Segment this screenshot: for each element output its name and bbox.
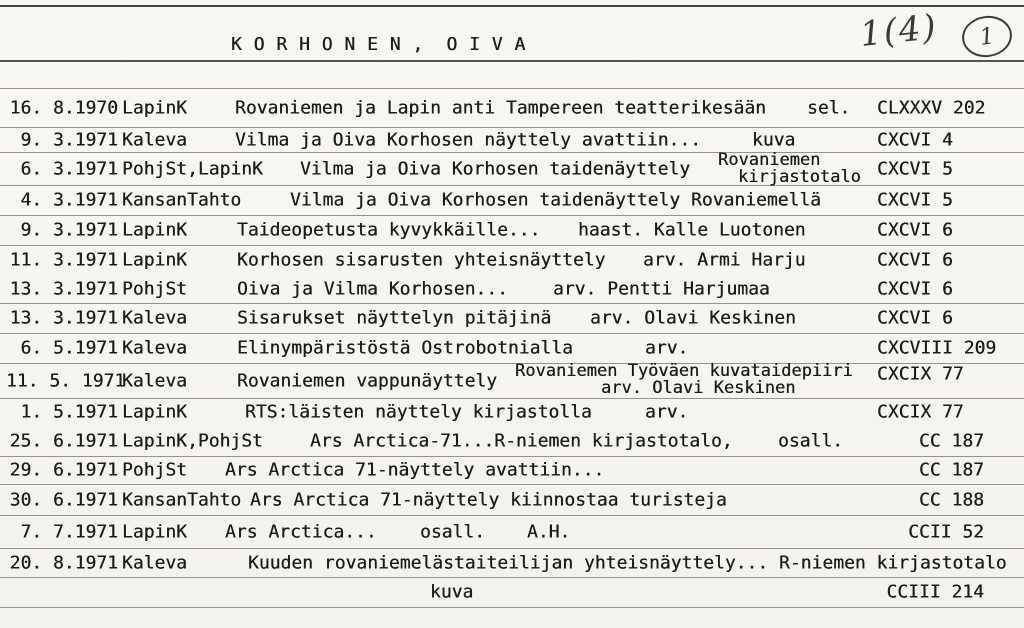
entry-title: Ars Arctica...: [225, 521, 377, 542]
entry-source: LapinK: [122, 521, 188, 542]
entry-annotation: osall.: [778, 430, 844, 451]
entry-date: 9. 3.1971: [20, 129, 118, 150]
table-row: [0, 548, 1024, 578]
table-row: [0, 303, 1024, 334]
table-row: [0, 127, 1024, 153]
header-spacer: [0, 62, 1024, 89]
table-row: [0, 398, 1024, 425]
entry-date: 16. 8.1970: [9, 97, 118, 118]
entry-title: Ars Arctica 71-näyttely avattiin...: [225, 459, 605, 481]
entry-reference: CC 187: [918, 430, 984, 451]
continuation-row: [0, 577, 1024, 608]
entry-title: Taideopetusta kyvykkäille...: [237, 219, 541, 241]
entry-reference: CCIII 214: [886, 581, 984, 603]
entry-date: 6. 5.1971: [20, 337, 118, 359]
entry-source: LapinK,PohjSt: [122, 430, 263, 451]
entry-source: LapinK: [122, 97, 188, 118]
entry-source: PohjSt,LapinK: [122, 158, 263, 179]
entry-title: Vilma ja Oiva Korhosen taidenäyttely Rovaniemellä: [290, 189, 822, 211]
entry-annotation: kuva: [430, 581, 474, 603]
entry-source: Kaleva: [122, 337, 188, 359]
entry-note: Rovaniemen kirjastotalo: [718, 150, 861, 187]
entry-annotation: arv. Olavi Keskinen: [590, 307, 796, 329]
entry-source: LapinK: [122, 249, 188, 270]
entry-source: Kaleva: [122, 370, 188, 391]
entry-date: 1. 5.1971: [20, 401, 118, 422]
document-header: [0, 5, 1024, 62]
entry-source: PohjSt: [122, 459, 188, 481]
entry-date: 11. 3.1971: [9, 249, 118, 270]
entry-annotation: arv. Armi Harju: [643, 249, 806, 270]
table-row: [0, 274, 1024, 304]
entry-source: LapinK: [122, 219, 188, 241]
handwritten-circled-number: 1: [959, 13, 1014, 61]
entry-title: Kuuden rovaniemelästaiteilijan yhteisnäyttely... R-niemen kirjastotalo: [248, 552, 1007, 573]
entry-reference: CC 188: [918, 489, 984, 510]
entry-reference: CXCVI 6: [877, 307, 953, 329]
entry-reference: CCII 52: [908, 521, 984, 542]
entry-reference: CXCVI 5: [877, 189, 953, 211]
table-row: [0, 88, 1024, 128]
entry-date: 13. 3.1971: [9, 307, 118, 329]
table-row: [0, 363, 1024, 399]
entry-reference: CXCVI 6: [877, 249, 953, 270]
entry-title: RTS:läisten näyttely kirjastolla: [245, 401, 592, 422]
entry-title: Sisarukset näyttelyn pitäjinä: [237, 307, 552, 329]
table-row: [0, 456, 1024, 485]
entry-reference: CXCVIII 209: [877, 337, 997, 359]
entry-reference: CXCIX 77: [877, 401, 964, 422]
entry-reference: CLXXXV 202: [877, 97, 986, 118]
entry-source: Kaleva: [122, 307, 188, 329]
entry-annotation-2: A.H.: [527, 521, 571, 542]
entry-reference: CC 187: [918, 459, 984, 481]
entry-title: Rovaniemen vappunäyttely: [237, 370, 498, 391]
entry-date: 25. 6.1971: [9, 430, 118, 451]
table-row: [0, 333, 1024, 364]
entry-reference: CXCIX 77: [877, 363, 964, 385]
entry-title: Korhosen sisarusten yhteisnäyttely: [237, 249, 606, 270]
entry-annotation: arv. Pentti Harjumaa: [553, 278, 770, 299]
entry-reference: CXCVI 6: [877, 278, 953, 299]
entry-date: 4. 3.1971: [20, 189, 118, 211]
entry-source: LapinK: [122, 401, 188, 422]
entry-date: 6. 3.1971: [20, 158, 118, 179]
table-row: [0, 515, 1024, 549]
entry-title: Vilma ja Oiva Korhosen näyttely avattiin...: [235, 129, 701, 150]
entry-date: 30. 6.1971: [9, 489, 118, 510]
entry-annotation: arv.: [645, 337, 689, 359]
entry-title: Ars Arctica-71...R-niemen kirjastotalo,: [310, 430, 733, 451]
entry-annotation: kuva: [752, 129, 796, 150]
entry-reference: CXCVI 4: [877, 129, 953, 150]
entry-date: 11. 5. 1971: [6, 370, 126, 391]
table-row: [0, 152, 1024, 186]
entry-title: Vilma ja Oiva Korhosen taidenäyttely: [300, 158, 691, 179]
entry-source: KansanTahto: [122, 189, 242, 211]
entry-source: PohjSt: [122, 278, 188, 299]
entry-annotation: haast. Kalle Luotonen: [578, 219, 806, 241]
entry-title: Ars Arctica 71-näyttely kiinnostaa turisteja: [250, 489, 727, 510]
entry-date: 9. 3.1971: [20, 219, 118, 241]
table-row: [0, 185, 1024, 216]
entry-source: KansanTahto: [122, 489, 242, 510]
table-row: [0, 425, 1024, 457]
entry-date: 20. 8.1971: [9, 552, 118, 573]
handwritten-page-number: 1(4): [858, 7, 940, 55]
entry-title: Oiva ja Vilma Korhosen...: [237, 278, 508, 299]
entry-annotation: sel.: [807, 97, 851, 118]
entry-annotation: arv.: [645, 401, 689, 422]
table-row: [0, 245, 1024, 274]
table-row: [0, 484, 1024, 516]
entry-date: 7. 7.1971: [20, 521, 118, 542]
entry-reference: CXCVI 6: [877, 219, 953, 241]
entry-annotation: osall.: [420, 521, 486, 542]
entry-title: Elinympäristöstä Ostrobotnialla: [237, 337, 573, 359]
table-row: [0, 215, 1024, 246]
entry-note: Rovaniemen Työväen kuvataidepiiri arv. Olavi Keskinen: [515, 361, 853, 398]
entry-title: Rovaniemen ja Lapin anti Tampereen teatterikesään: [235, 97, 767, 118]
entry-source: Kaleva: [122, 129, 188, 150]
entry-reference: CXCVI 5: [877, 158, 953, 179]
entry-date: 13. 3.1971: [9, 278, 118, 299]
entry-source: Kaleva: [122, 552, 188, 573]
page-title: K O R H O N E N , O I V A: [231, 34, 526, 55]
entry-date: 29. 6.1971: [9, 459, 118, 481]
